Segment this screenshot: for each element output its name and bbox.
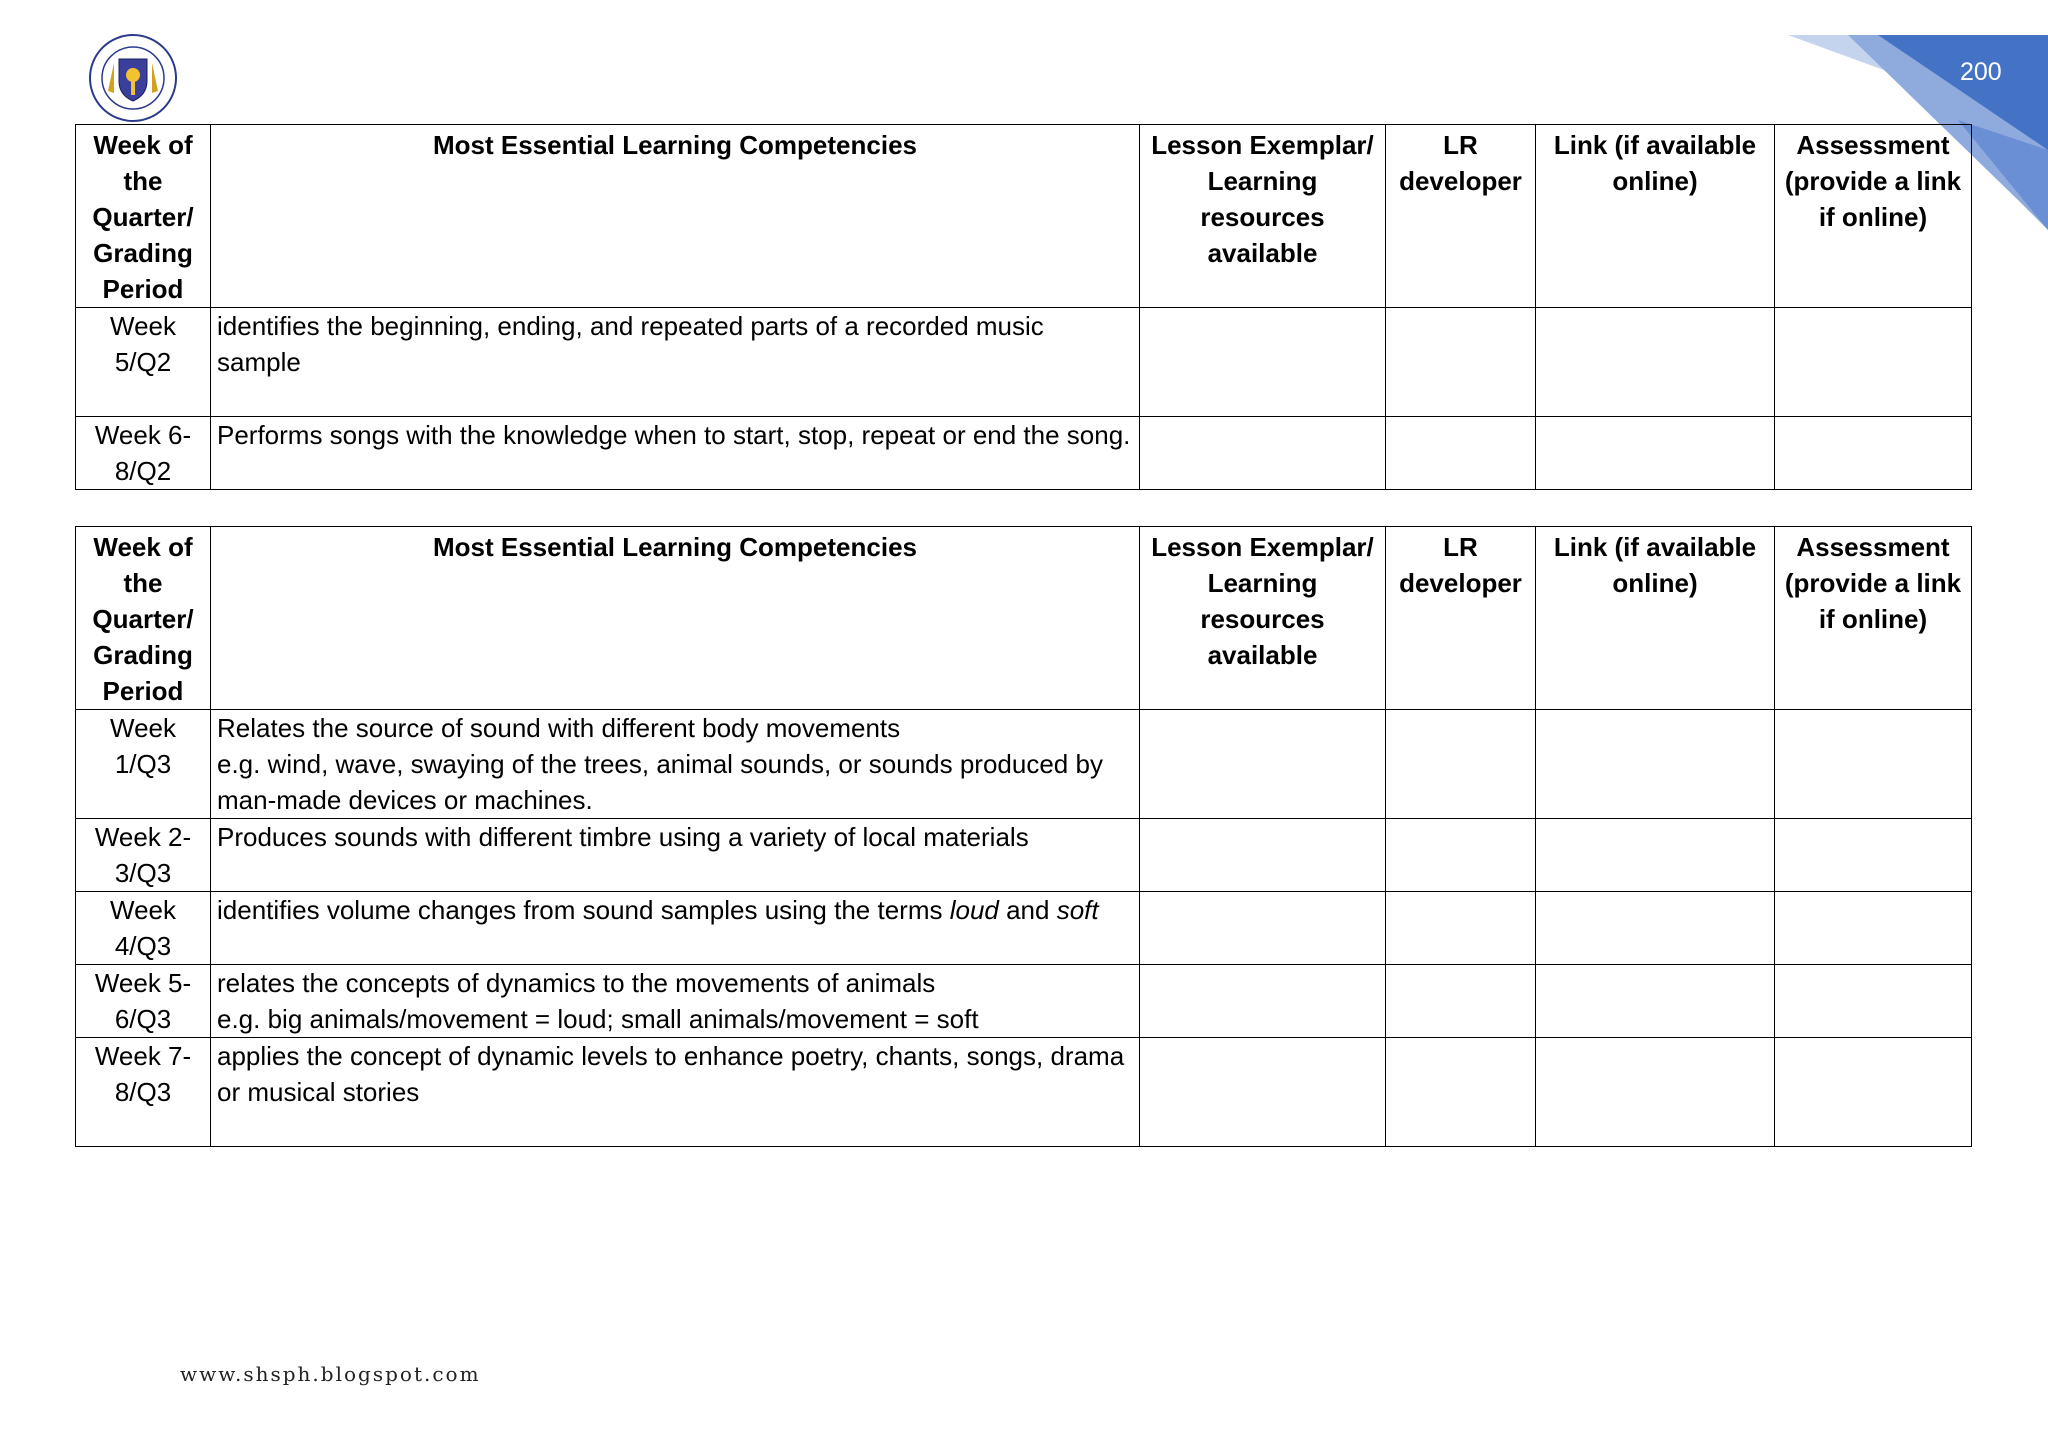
- competency-cell: identifies the beginning, ending, and repeated parts of a recorded music sample: [211, 308, 1140, 417]
- header-lesson: Lesson Exemplar/ Learning resources available: [1140, 527, 1386, 710]
- week-cell: Week 6-8/Q2: [76, 417, 211, 490]
- header-lesson: Lesson Exemplar/ Learning resources available: [1140, 125, 1386, 308]
- header-link: Link (if available online): [1536, 125, 1775, 308]
- deped-seal-logo: [88, 33, 178, 123]
- table-row: [76, 965, 1972, 1038]
- competency-table-q2: [75, 124, 1972, 490]
- table-header-row: [76, 527, 1972, 710]
- table-row: [76, 417, 1972, 490]
- header-lr-developer: LR developer: [1386, 125, 1536, 308]
- week-cell: Week 5-6/Q3: [76, 965, 211, 1038]
- page-number: 200: [1960, 58, 2002, 86]
- table-row: [76, 819, 1972, 892]
- footer-url: www.shsph.blogspot.com: [180, 1362, 481, 1386]
- header-week: Week of the Quarter/ Grading Period: [76, 125, 211, 308]
- week-cell: Week 5/Q2: [76, 308, 211, 417]
- header-assessment: Assessment (provide a link if online): [1775, 527, 1972, 710]
- competency-cell: applies the concept of dynamic levels to enhance poetry, chants, songs, drama or musical stories: [211, 1038, 1140, 1147]
- table-row: [76, 710, 1972, 819]
- week-cell: Week 2-3/Q3: [76, 819, 211, 892]
- header-link: Link (if available online): [1536, 527, 1775, 710]
- week-cell: Week 7-8/Q3: [76, 1038, 211, 1147]
- table-header-row: [76, 125, 1972, 308]
- competency-line: Relates the source of sound with different body movements: [217, 713, 901, 743]
- week-cell: Week 1/Q3: [76, 710, 211, 819]
- week-cell: Week 4/Q3: [76, 892, 211, 965]
- term-loud: loud: [949, 895, 999, 925]
- competency-text: identifies volume changes from sound samples using the terms: [217, 895, 950, 925]
- header-week: Week of the Quarter/ Grading Period: [76, 527, 211, 710]
- header-lr-developer: LR developer: [1386, 527, 1536, 710]
- header-competency: Most Essential Learning Competencies: [211, 527, 1140, 710]
- table-row: [76, 1038, 1972, 1147]
- competency-cell: [211, 710, 1140, 819]
- table-row: [76, 892, 1972, 965]
- competency-example: e.g. wind, wave, swaying of the trees, animal sounds, or sounds produced by man-made devices or machines.: [217, 749, 1103, 815]
- competency-table-q3: [75, 526, 1972, 1147]
- competency-cell: [211, 965, 1140, 1038]
- competency-line: relates the concepts of dynamics to the movements of animals: [217, 968, 936, 998]
- table-row: [76, 308, 1972, 417]
- header-assessment: Assessment (provide a link if online): [1775, 125, 1972, 308]
- competency-cell: Performs songs with the knowledge when to start, stop, repeat or end the song.: [211, 417, 1140, 490]
- competency-example: e.g. big animals/movement = loud; small animals/movement = soft: [217, 1004, 979, 1034]
- header-competency: Most Essential Learning Competencies: [211, 125, 1140, 308]
- competency-cell: Produces sounds with different timbre using a variety of local materials: [211, 819, 1140, 892]
- competency-text: and: [998, 895, 1057, 925]
- competency-cell: [211, 892, 1140, 965]
- term-soft: soft: [1056, 895, 1099, 925]
